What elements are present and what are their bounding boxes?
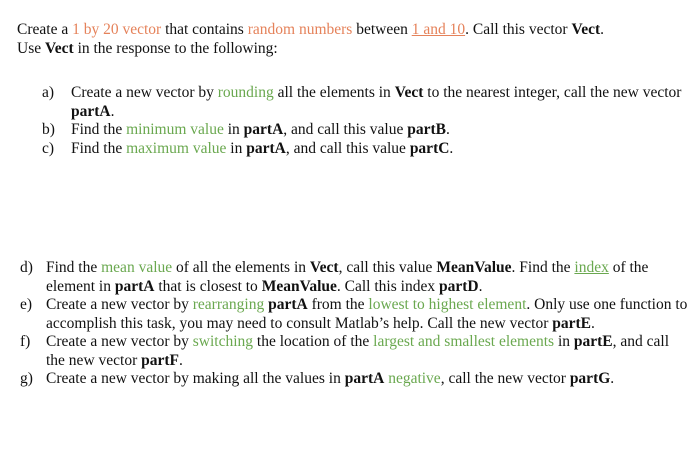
list-item-e: e) Create a new vector by rearranging partA from the lowest to highest element. Only use one function to accomplish this task, you may need to consult Matlab’s help. Call the new vector partE.: [20, 296, 688, 332]
highlight-maximum-value: maximum value: [126, 139, 227, 157]
intro-line-2: Use Vect in the response to the following:: [17, 39, 278, 57]
list-item-a: a) Create a new vector by rounding all the elements in Vect to the nearest integer, call the new vector partA.: [42, 84, 682, 120]
task-list-d-g: [20, 259, 690, 389]
list-marker: a): [42, 84, 55, 101]
highlight-random-numbers: random numbers: [247, 21, 353, 38]
highlight-lowest-to-highest: lowest to highest element: [368, 296, 527, 313]
list-marker: e): [20, 296, 33, 313]
list-item-c: c) Find the maximum value in partA, and call this value partC.: [42, 139, 454, 157]
highlight-largest-smallest: largest and smallest elements: [373, 333, 555, 350]
intro-line-1: Create a 1 by 20 vector that contains random numbers between 1 and 10. Call this vector Vect.: [17, 21, 605, 38]
highlight-index: index: [574, 259, 609, 276]
list-marker: d): [20, 259, 33, 276]
highlight-rounding: rounding: [217, 84, 274, 101]
highlight-switching: switching: [192, 333, 254, 350]
vect-bold: Vect: [44, 39, 74, 57]
highlight-range: 1 and 10: [411, 21, 466, 38]
list-marker: f): [20, 333, 31, 350]
list-item-f: f) Create a new vector by switching the location of the largest and smallest elements in partE, and call the new vector partF.: [20, 333, 670, 369]
highlight-negative: negative: [388, 370, 441, 387]
highlight-mean-value: mean value: [101, 259, 173, 276]
list-item-d: d) Find the mean value of all the elements in Vect, call this value MeanValue. Find the index of the element in partA that is closest to MeanValue. Call this index partD.: [20, 259, 649, 295]
highlight-vector-size: 1 by 20 vector: [72, 21, 162, 38]
task-list-a-c: [42, 84, 687, 158]
highlight-minimum-value: minimum value: [126, 121, 224, 138]
highlight-rearranging: rearranging: [192, 296, 265, 313]
list-marker: c): [42, 139, 55, 157]
list-item-g: g) Create a new vector by making all the values in partA negative, call the new vector partG.: [20, 370, 615, 387]
intro-paragraph: [17, 21, 692, 58]
vect-bold: Vect: [571, 21, 601, 38]
list-marker: g): [20, 370, 33, 387]
list-marker: b): [42, 121, 55, 138]
list-item-b: b) Find the minimum value in partA, and call this value partB.: [42, 121, 450, 138]
